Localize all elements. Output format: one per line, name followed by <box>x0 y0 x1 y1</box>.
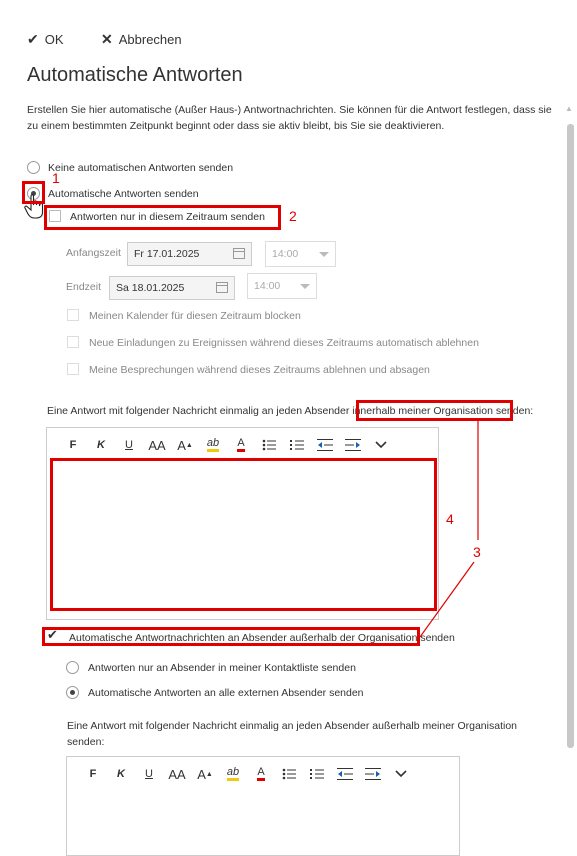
send-replies-label: Automatische Antworten senden <box>48 188 199 200</box>
page-title: Automatische Antworten <box>27 64 243 86</box>
decline-cancel-label: Meine Besprechungen während dieses Zeitraums ablehnen und absagen <box>89 364 430 376</box>
checkmark-icon: ✔ <box>27 30 39 47</box>
ok-label: OK <box>44 31 64 47</box>
highlight-button[interactable]: ab <box>199 435 227 455</box>
decline-new-label: Neue Einladungen zu Ereignissen während dieses Zeitraums automatisch ablehnen <box>89 337 479 349</box>
only-period-label: Antworten nur in diesem Zeitraum senden <box>70 211 265 223</box>
italic-button[interactable]: K <box>97 439 105 451</box>
grow-font-button[interactable]: A ▲ <box>197 766 213 782</box>
font-color-button[interactable]: A <box>227 435 255 455</box>
start-time-value: 14:00 <box>272 248 299 260</box>
close-icon: ✕ <box>101 30 113 47</box>
description-text: Erstellen Sie hier automatische (Außer Haus-) Antwortnachrichten. Sie können für die Antwort festlegen, dass sie zu einem bestimmten Zeitpunkt beginnt oder dass sie aktiv bleibt, bis Sie sie deaktivieren. <box>27 104 552 132</box>
underline-button[interactable]: U <box>125 439 133 451</box>
font-size-button[interactable]: AA <box>148 437 166 453</box>
internal-prompt: Eine Antwort mit folgender Nachricht einmalig an jeden Absender innerhalb meiner Organisation senden: <box>47 405 534 417</box>
annotation-number-4: 4 <box>446 511 454 527</box>
bold-button[interactable]: F <box>89 768 97 780</box>
end-time-value: 14:00 <box>254 280 281 292</box>
external-replies-label: Automatische Antwortnachrichten an Absender außerhalb der Organisation senden <box>69 632 455 644</box>
start-time-label: Anfangszeit <box>66 247 121 259</box>
contacts-only-label: Antworten nur an Absender in meiner Kontaktliste senden <box>88 662 356 674</box>
font-size-button[interactable]: AA <box>168 766 186 782</box>
font-color-button[interactable]: A <box>247 764 275 784</box>
no-replies-label: Keine automatischen Antworten senden <box>48 162 234 174</box>
underline-button[interactable]: U <box>145 768 153 780</box>
annotation-number-2: 2 <box>289 208 297 224</box>
external-prompt: Eine Antwort mit folgender Nachricht einmalig an jeden Absender außerhalb meiner Organisation senden: <box>67 720 518 748</box>
grow-font-button[interactable]: A ▲ <box>177 437 193 453</box>
start-date-value: Fr 17.01.2025 <box>134 248 200 260</box>
highlight-button[interactable]: ab <box>219 764 247 784</box>
all-external-label: Automatische Antworten an alle externen Absender senden <box>88 687 364 699</box>
annotation-number-1: 1 <box>52 170 60 186</box>
bold-button[interactable]: F <box>69 439 77 451</box>
end-time-label: Endzeit <box>66 281 102 293</box>
block-calendar-label: Meinen Kalender für diesen Zeitraum blocken <box>89 310 301 322</box>
scroll-up-icon[interactable]: ▲ <box>565 104 573 113</box>
end-date-value: Sa 18.01.2025 <box>116 282 185 294</box>
italic-button[interactable]: K <box>117 768 125 780</box>
cancel-label: Abbrechen <box>118 31 182 47</box>
annotation-number-3: 3 <box>473 544 481 560</box>
